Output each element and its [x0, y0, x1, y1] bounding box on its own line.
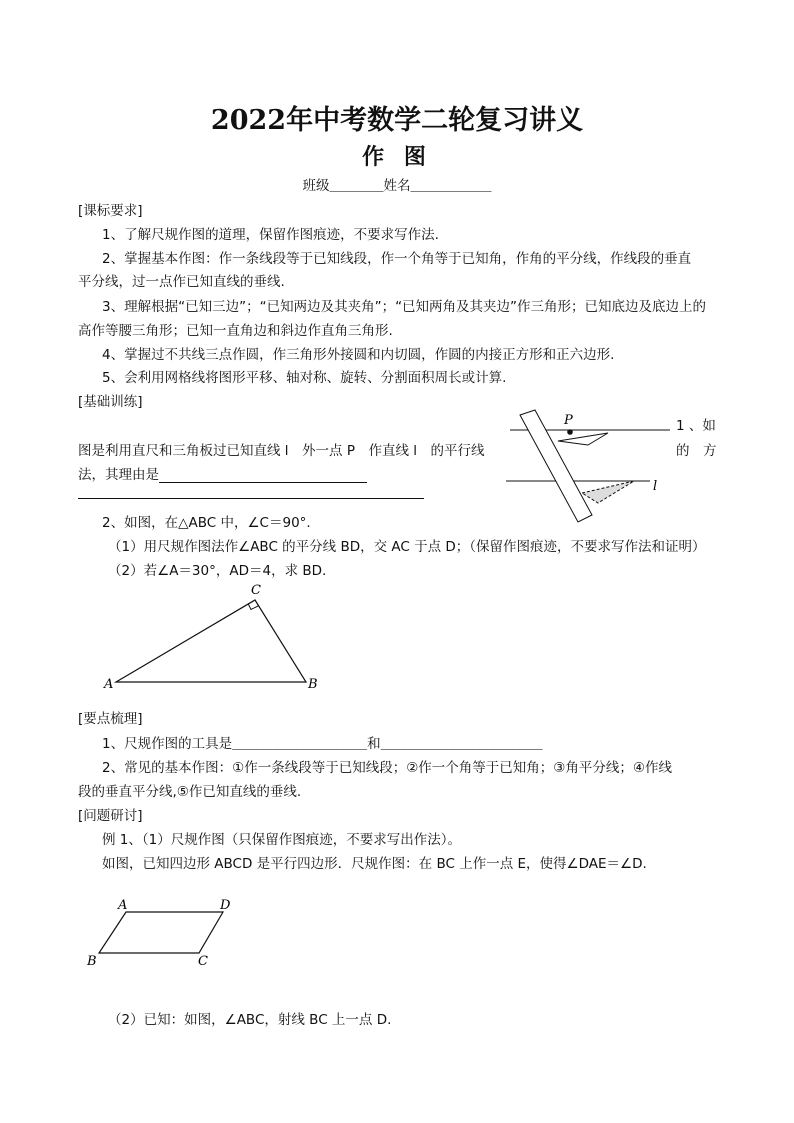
figure-ruler-triangle [500, 405, 675, 525]
q2-intro: 2、如图，在△ABC 中，∠C＝90°. [102, 515, 311, 531]
class-name-line: 班级＿＿＿＿姓名＿＿＿＿＿＿ [302, 178, 492, 194]
set-square-top [558, 433, 608, 445]
q1-tail-b: 的 方 [676, 443, 717, 459]
point-p [567, 429, 573, 435]
label-c: C [251, 583, 261, 598]
q2-part1: （1）用尺规作图法作∠ABC 的平分线 BD，交 AC 于点 D；（保留作图痕迹，不要求写作法和证明） [108, 539, 706, 555]
label-a: A [104, 677, 114, 692]
curriculum-item-5: 5、会利用网格线将图形平移、轴对称、旋转、分割面积周长或计算. [102, 370, 507, 386]
q2-part2: （2）若∠A＝30°，AD＝4，求 BD. [108, 563, 327, 579]
label-p: P [564, 413, 573, 428]
q1-answer-line [78, 498, 424, 499]
curriculum-item-2b: 平分线，过一点作已知直线的垂线. [78, 274, 285, 290]
q1-tail-a: 1 、如 [676, 418, 716, 434]
key-point-2b: 段的垂直平分线,⑤作已知直线的垂线. [78, 784, 302, 800]
label-a: A [118, 898, 128, 913]
key-point-1: 1、尺规作图的工具是＿＿＿＿＿＿＿＿＿＿和＿＿＿＿＿＿＿＿＿＿＿＿ [102, 736, 543, 752]
key-point-2a: 2、常见的基本作图：①作一条线段等于已知线段；②作一个角等于已知角；③角平分线；④作线 [102, 760, 672, 776]
section-heading-key-points: [要点梳理] [78, 711, 143, 727]
label-d: D [220, 898, 231, 913]
section-heading-study: [问题研讨] [78, 808, 143, 824]
q1-reason-text: 法，其理由是 [78, 467, 159, 483]
example-1-title: 例 1、（1）尺规作图（只保留作图痕迹，不要求写出作法）。 [102, 832, 461, 848]
figure-triangle-abc [98, 580, 328, 695]
example-1-text: 如图，已知四边形 ABCD 是平行四边形．尺规作图：在 BC 上作一点 E，使得∠DAE＝∠D. [102, 856, 647, 872]
curriculum-item-1: 1、了解尺规作图的道理，保留作图痕迹，不要求写作法. [102, 227, 439, 243]
curriculum-item-4: 4、掌握过不共线三点作圆，作三角形外接圆和内切圆，作圆的内接正方形和正六边形. [102, 347, 615, 363]
triangle-abc [116, 600, 306, 682]
label-c: C [198, 954, 208, 969]
label-l: l [653, 479, 658, 494]
label-b: B [308, 677, 318, 692]
label-b: B [87, 954, 97, 969]
section-heading-curriculum: [课标要求] [78, 203, 143, 219]
curriculum-item-3b: 高作等腰三角形；已知一直角边和斜边作直角三角形. [78, 323, 393, 339]
q1-text: 图是利用直尺和三角板过已知直线 l 外一点 P 作直线 l 的平行线 [78, 443, 485, 459]
example-1-part2: （2）已知：如图，∠ABC，射线 BC 上一点 D. [108, 1012, 392, 1028]
q1-reason-label [78, 463, 367, 483]
page-title: 2022年中考数学二轮复习讲义 [210, 105, 584, 136]
curriculum-item-2a: 2、掌握基本作图：作一条线段等于已知线段，作一个角等于已知角，作角的平分线，作线段的垂直 [102, 251, 692, 267]
right-angle-mark [248, 604, 258, 610]
section-heading-training: [基础训练] [78, 394, 143, 410]
curriculum-item-3a: 3、理解根据“已知三边”；“已知两边及其夹角”；“已知两角及其夹边”作三角形；已知底边及底边上的 [102, 299, 707, 315]
set-square-bottom [582, 481, 634, 503]
figure-parallelogram-abcd [82, 895, 242, 975]
q1-answer-blank [159, 468, 367, 483]
page-subtitle: 作 图 [362, 144, 432, 170]
ruler [520, 410, 592, 522]
parallelogram-abcd [99, 912, 223, 953]
